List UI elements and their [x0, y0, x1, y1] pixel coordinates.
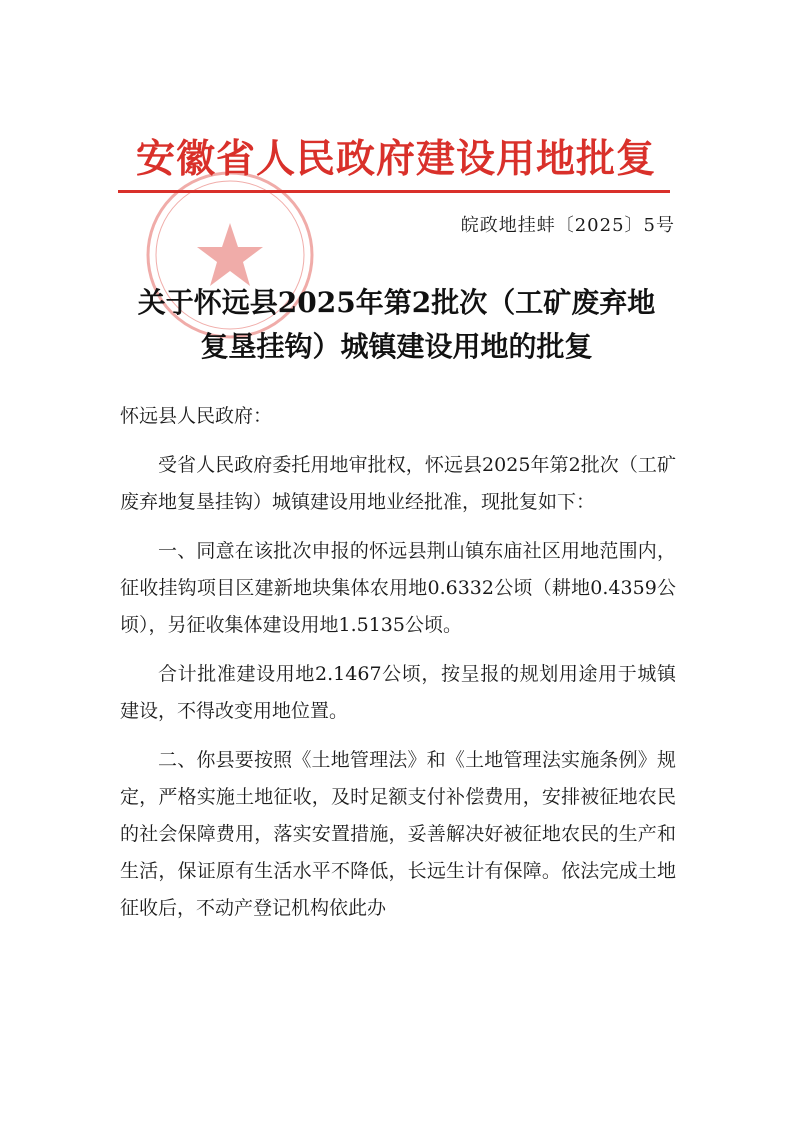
- addressee: 怀远县人民政府：: [120, 405, 273, 427]
- document-title-line-2: 复垦挂钩）城镇建设用地的批复: [200, 330, 593, 363]
- body-paragraph: 受省人民政府委托用地审批权，怀远县2025年第2批次（工矿废弃地复垦挂钩）城镇建设用地业经批准，现批复如下：: [120, 454, 676, 513]
- body-paragraph: 二、你县要按照《土地管理法》和《土地管理法实施条例》规定，严格实施土地征收，及时足额支付补偿费用，安排被征地农民的社会保障费用，落实安置措施，妥善解决好被征地农民的生产和生活，保证原有生活水平不降低，长远生计有保障。依法完成土地征收后，不动产登记机构依此办: [120, 749, 676, 919]
- document-title: [100, 281, 693, 369]
- document-title-line-1: 关于怀远县2025年第2批次（工矿废弃地: [137, 286, 656, 319]
- document-number: 皖政地挂蚌〔2025〕5号: [460, 215, 675, 236]
- document-body: [120, 398, 676, 939]
- issuer-header-title: 安徽省人民政府建设用地批复: [135, 136, 656, 182]
- body-paragraph: 一、同意在该批次申报的怀远县荆山镇东庙社区用地范围内，征收挂钩项目区建新地块集体农用地0.6332公顷（耕地0.4359公顷），另征收集体建设用地1.5135公顷。: [120, 540, 676, 636]
- header-divider: [118, 190, 670, 193]
- body-paragraph: 合计批准建设用地2.1467公顷，按呈报的规划用途用于城镇建设，不得改变用地位置。: [120, 663, 676, 722]
